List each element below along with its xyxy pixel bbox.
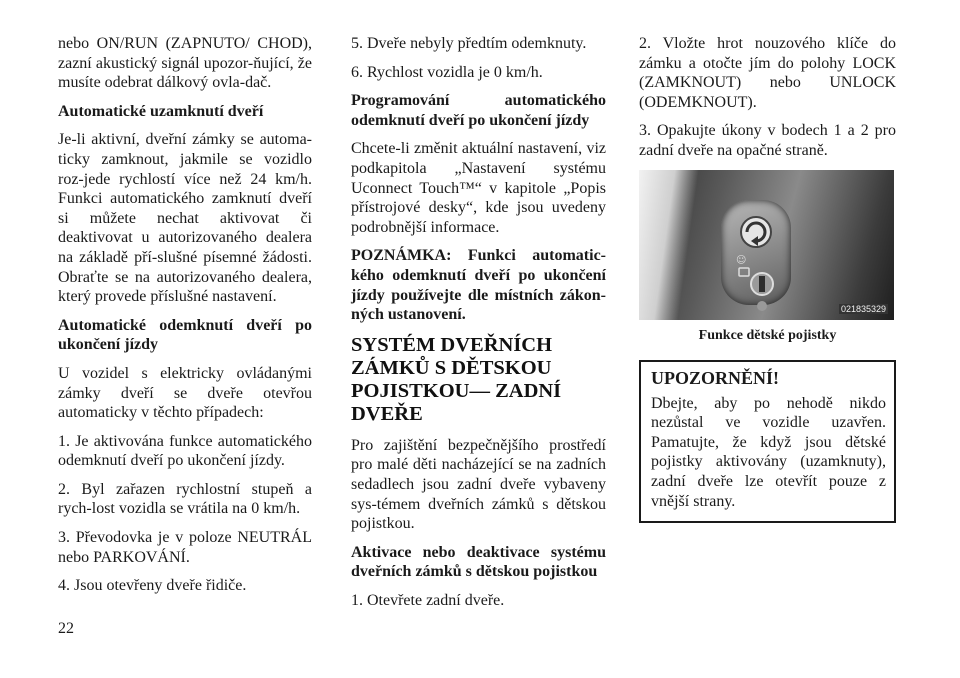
child-symbol-icon: ☺ bbox=[736, 254, 747, 266]
section-heading-child-lock: SYSTÉM DVEŘNÍCH ZÁMKŮ S DĚTSKOU POJISTKOU— ZADNÍ DVEŘE bbox=[351, 333, 562, 425]
page-number: 22 bbox=[58, 620, 74, 637]
paragraph-auto-unlock: U vozidel s elektricky ovládanými zámky dveří se dveře otevřou automaticky v těchto případech: bbox=[58, 364, 312, 422]
warning-title: UPOZORNĚNÍ! bbox=[651, 367, 780, 388]
figure-code: 021835329 bbox=[840, 303, 886, 314]
step-1: 1. Otevřete zadní dveře. bbox=[351, 591, 505, 609]
warning-box bbox=[639, 360, 896, 524]
heading-programming: Programování automatického odemknutí dveří po ukončení jízdy bbox=[351, 92, 606, 129]
paragraph-child-lock: Pro zajištění bezpečnějšího prostředí pro malé děti nacházející se na zadních sedadlech jsou zadní dveře vybaveny sys-témem dveřních zámků s dětskou pojistkou. bbox=[351, 436, 606, 533]
column-right bbox=[639, 34, 896, 523]
step-2: 2. Vložte hrot nouzového klíče do zámku a otočte jím do polohy LOCK (ZAMKNOUT) nebo UNLOCK (ODEMKNOUT). bbox=[639, 35, 896, 111]
paragraph-auto-lock: Je-li aktivní, dveřní zámky se automa-ticky zamknout, jakmile se vozidlo roz-jede rychlostí více než 24 km/h. Funkci automatického zamknutí dveří si můžete nechat aktivovat či deaktivovat u autorizovaného dealera na základě pří-slušné písemné žádosti. Obraťte se na autorizovaného dealera, který provede příslušné nastavení. bbox=[58, 131, 312, 306]
column-middle bbox=[351, 34, 606, 619]
heading-activate: Aktivace nebo deaktivace systému dveřních zámků s dětskou pojistkou bbox=[351, 543, 606, 581]
paragraph-programming: Chcete-li změnit aktuální nastavení, viz podkapitola „Nastavení systému Uconnect Touch™“ v kapitole „Popis přístrojové desky“, kde jsou uvedeny podrobnější informace. bbox=[351, 140, 606, 236]
screw-icon bbox=[757, 301, 767, 311]
child-lock-photo bbox=[639, 170, 894, 320]
heading-auto-unlock: Automatické odemknutí dveří po ukončení jízdy bbox=[58, 316, 312, 354]
list-item-2: 2. Byl zařazen rychlostní stupeň a rych-lost vozidla se vrátila na 0 km/h. bbox=[58, 480, 312, 518]
list-item-4: 4. Jsou otevřeny dveře řidiče. bbox=[58, 577, 247, 595]
lock-symbol-icon bbox=[739, 268, 749, 276]
child-lock-illustration bbox=[639, 170, 894, 320]
list-item-1: 1. Je aktivována funkce automatického odemknutí dveří po ukončení jízdy. bbox=[58, 432, 312, 470]
paragraph-continued: nebo ON/RUN (ZAPNUTO/ CHOD), zazní akustický signál upozor-ňující, že musíte odebrat dálkový ovla-dač. bbox=[58, 35, 312, 92]
heading-auto-lock: Automatické uzamknutí dveří bbox=[58, 102, 264, 120]
list-item-3: 3. Převodovka je v poloze NEUTRÁL nebo PARKOVÁNÍ. bbox=[58, 529, 312, 566]
step-3: 3. Opakujte úkony v bodech 1 a 2 pro zadní dveře na opačné straně. bbox=[639, 122, 896, 159]
figure-caption: Funkce dětské pojistky bbox=[698, 327, 837, 343]
note-paragraph: POZNÁMKA: Funkci automatic-kého odemknutí dveří po ukončení jízdy používejte dle místních zákon-ných ustanovení. bbox=[351, 247, 606, 324]
list-item-6: 6. Rychlost vozidla je 0 km/h. bbox=[351, 63, 543, 81]
warning-text: Dbejte, aby po nehodě nikdo nezůstal ve vozidle uzavřen. Pamatujte, že když jsou dětské pojistky aktivovány (uzamknuty), zadní dveře lze otevřít pouze z vnější strany. bbox=[651, 394, 886, 510]
column-left bbox=[58, 34, 312, 605]
keyhole-slot bbox=[759, 276, 765, 292]
list-item-5: 5. Dveře nebyly předtím odemknuty. bbox=[351, 35, 587, 52]
